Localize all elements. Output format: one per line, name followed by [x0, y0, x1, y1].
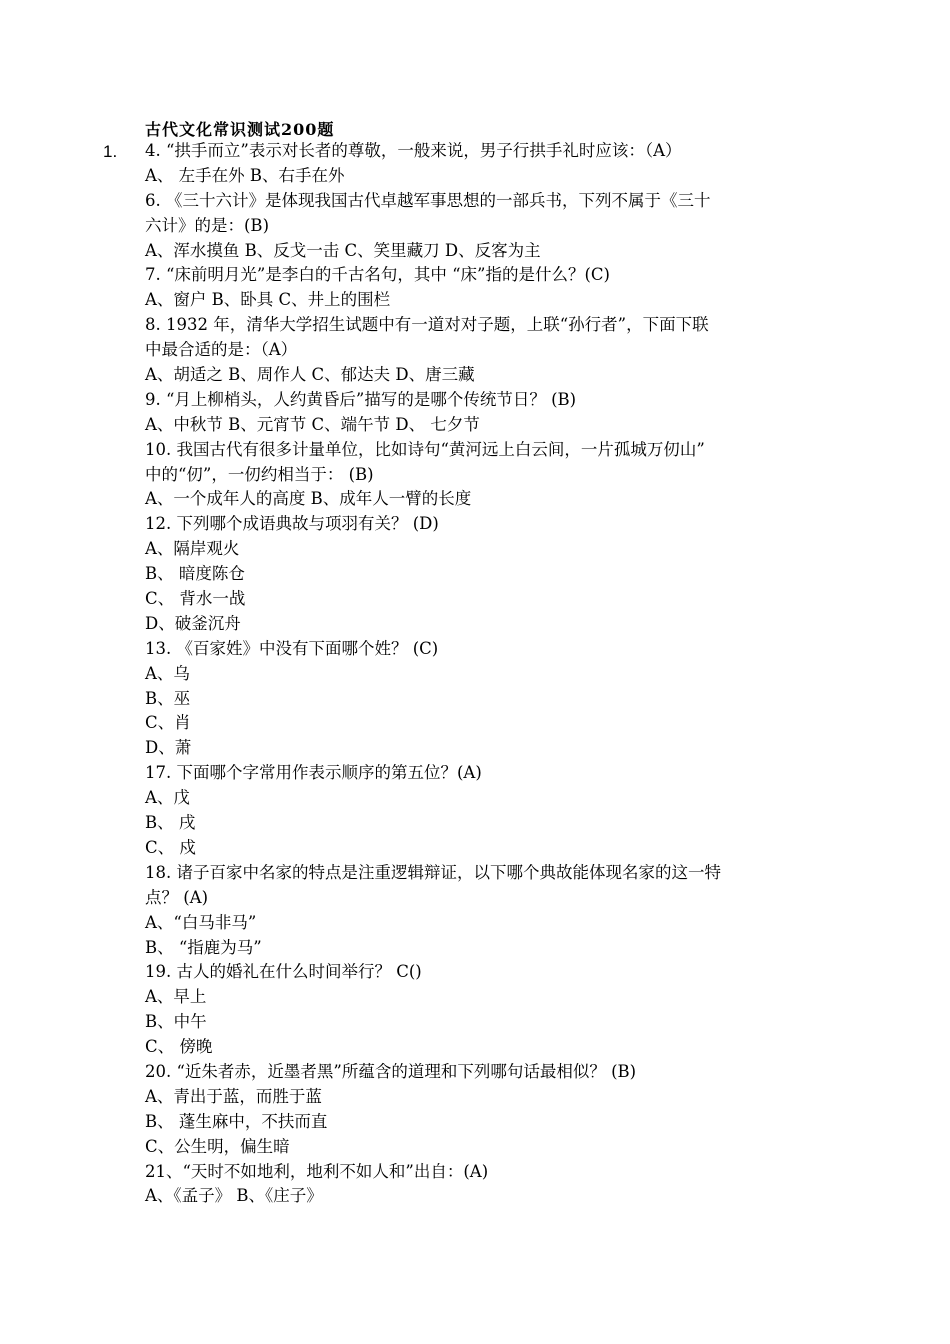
text-line: 13. 《百家姓》中没有下面哪个姓？ (C) — [145, 638, 439, 658]
text-line: C、 背水一战 — [145, 589, 246, 609]
text-line: B、巫 — [145, 688, 191, 708]
text-line: A、“白马非马” — [145, 912, 257, 932]
text-line: 中最合适的是：（A） — [145, 340, 298, 360]
text-line: B、 暗度陈仓 — [145, 564, 245, 584]
text-line: 中的“仞”，一仞约相当于： (B) — [145, 464, 374, 484]
text-line: 6. 《三十六计》是体现我国古代卓越军事思想的一部兵书，下列不属于《三十 — [145, 190, 711, 210]
text-line: A、中秋节 B、元宵节 C、端午节 D、 七夕节 — [145, 414, 480, 434]
text-line: C、 戍 — [145, 837, 196, 857]
document-body — [145, 139, 813, 1209]
text-line: 8. 1932 年，清华大学招生试题中有一道对对子题，上联“孙行者”，下面下联 — [145, 315, 709, 335]
text-line: A、一个成年人的高度 B、成年人一臂的长度 — [145, 489, 472, 509]
text-line: A、 左手在外 B、右手在外 — [145, 165, 345, 185]
text-line: 17. 下面哪个字常用作表示顺序的第五位？(A) — [145, 763, 482, 783]
text-line: 点？ (A) — [145, 887, 209, 907]
text-line: 12. 下列哪个成语典故与项羽有关？ (D) — [145, 514, 439, 534]
text-line: A、青出于蓝，而胜于蓝 — [145, 1086, 322, 1106]
text-line: B、 蓬生麻中，不扶而直 — [145, 1111, 328, 1131]
text-line: D、破釜沉舟 — [145, 613, 241, 633]
text-line: 六计》的是：(B) — [145, 215, 269, 235]
text-line: C、 傍晚 — [145, 1037, 213, 1057]
text-line: A、胡适之 B、周作人 C、郁达夫 D、唐三藏 — [145, 365, 475, 385]
text-line: 20. “近朱者赤，近墨者黑”所蕴含的道理和下列哪句话最相似？ (B) — [145, 1061, 637, 1081]
text-line: B、 “指鹿为马” — [145, 937, 262, 957]
text-line: 19. 古人的婚礼在什么时间举行？ C() — [145, 962, 422, 982]
document-title: 古代文化常识测试200题 — [145, 120, 335, 139]
text-line: C、公生明，偏生暗 — [145, 1136, 290, 1156]
text-line: 7. “床前明月光”是李白的千古名句，其中 “床”指的是什么？(C) — [145, 265, 610, 285]
text-line: A、隔岸观火 — [145, 539, 240, 559]
text-line: 10. 我国古代有很多计量单位，比如诗句“黄河远上白云间，一片孤城万仞山” — [145, 439, 705, 459]
text-line: 18. 诸子百家中名家的特点是注重逻辑辩证，以下哪个典故能体现名家的这一特 — [145, 862, 721, 882]
text-line: A、窗户 B、卧具 C、井上的围栏 — [145, 290, 391, 310]
text-line: B、 戌 — [145, 813, 196, 833]
list-number: 1. — [103, 142, 118, 161]
text-line: 4. “拱手而立”表示对长者的尊敬，一般来说，男子行拱手礼时应该：（A） — [145, 141, 682, 160]
text-line: B、中午 — [145, 1012, 207, 1032]
text-line: A、乌 — [145, 663, 190, 683]
text-line: 9. “月上柳梢头，人约黄昏后”描写的是哪个传统节日？ (B) — [145, 389, 577, 409]
text-line: C、肖 — [145, 713, 191, 733]
text-line: 21、“天时不如地利，地利不如人和”出自：(A) — [145, 1161, 489, 1181]
text-line: A、《孟子》 B、《庄子》 — [145, 1186, 323, 1206]
text-line: A、戊 — [145, 788, 190, 808]
text-line: A、浑水摸鱼 B、反戈一击 C、笑里藏刀 D、反客为主 — [145, 240, 541, 260]
text-line: A、早上 — [145, 987, 207, 1007]
text-line: D、萧 — [145, 738, 192, 758]
